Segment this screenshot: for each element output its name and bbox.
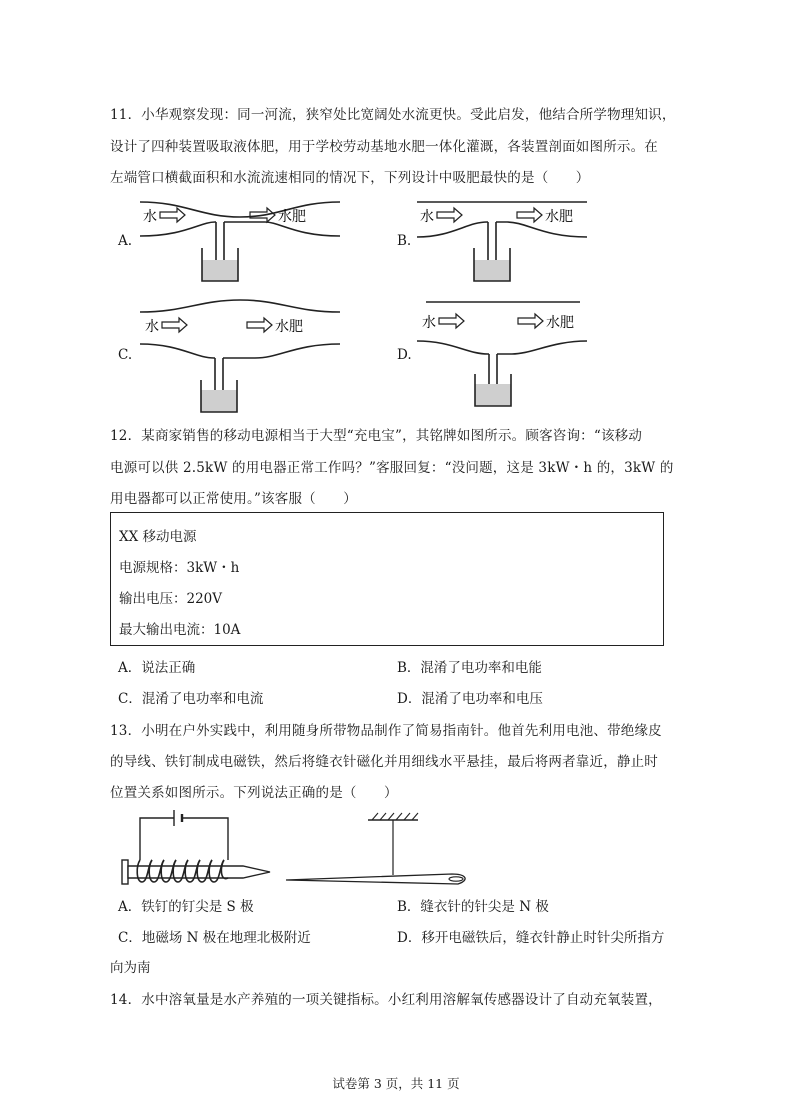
water-label: 水 <box>143 209 157 225</box>
q11-diagram-a <box>135 192 345 290</box>
q12-option-a[interactable]: A．说法正确 <box>118 660 196 676</box>
fertilizer-water-label: 水肥 <box>545 209 573 225</box>
nameplate-title: XX 移动电源 <box>119 529 197 545</box>
q11-line-2: 设计了四种装置吸取液体肥，用于学校劳动基地水肥一体化灌溉，各装置剖面如图所示。在 <box>110 139 658 155</box>
q13-option-d-line-1[interactable]: D．移开电磁铁后，缝衣针静止时针尖所指方 <box>397 930 665 946</box>
q13-option-c[interactable]: C．地磁场 N 极在地理北极附近 <box>118 930 311 946</box>
q12-line-3: 用电器都可以正常使用。”该客服（ ） <box>110 491 357 507</box>
flow-arrow-in-icon <box>162 318 187 332</box>
nail-head <box>122 860 128 884</box>
q11-diagram-d <box>412 296 592 412</box>
needle-diagram <box>282 812 472 892</box>
q12-option-d[interactable]: D．混淆了电功率和电压 <box>397 691 543 707</box>
q13-option-d-line-2: 向为南 <box>110 960 151 976</box>
q11-option-d-label[interactable]: D. <box>397 347 412 363</box>
flow-arrow-out-icon <box>247 318 272 332</box>
nameplate-voltage: 输出电压：220V <box>119 591 223 607</box>
flow-arrow-out-icon <box>518 314 543 328</box>
flow-arrow-out-icon <box>517 208 542 222</box>
q11-option-a-label[interactable]: A. <box>118 233 133 249</box>
water-label: 水 <box>145 319 159 335</box>
electromagnet-diagram <box>118 808 278 888</box>
q11-line-3: 左端管口横截面积和水流流速相同的情况下，下列设计中吸肥最快的是（ ） <box>110 170 590 186</box>
q11-option-c-label[interactable]: C. <box>118 347 133 363</box>
q13-option-b[interactable]: B．缝衣针的针尖是 N 极 <box>397 899 549 915</box>
q14-line-1: 14．水中溶氧量是水产养殖的一项关键指标。小红利用溶解氧传感器设计了自动充氧装置， <box>110 992 662 1008</box>
nameplate-spec: 电源规格：3kW・h <box>119 560 240 576</box>
q11-line-1: 11．小华观察发现：同一河流，狭窄处比宽阔处水流更快。受此启发，他结合所学物理知识， <box>110 107 676 123</box>
water-label: 水 <box>420 209 434 225</box>
flow-arrow-in-icon <box>437 208 462 222</box>
q13-option-a[interactable]: A．铁钉的钉尖是 S 极 <box>118 899 254 915</box>
flow-arrow-in-icon <box>439 314 464 328</box>
upper-wall <box>140 202 340 217</box>
fertilizer-liquid <box>474 260 510 281</box>
lower-wall <box>140 344 340 358</box>
q11-diagram-c <box>135 298 345 416</box>
q13-line-1: 13．小明在户外实践中，利用随身所带物品制作了简易指南针。他首先利用电池、带绝缘皮 <box>110 723 662 739</box>
water-label: 水 <box>422 315 436 331</box>
nameplate-current: 最大输出电流：10A <box>119 622 241 638</box>
q12-option-b[interactable]: B．混淆了电功率和电能 <box>397 660 542 676</box>
circuit-wire <box>140 818 228 860</box>
nameplate-box <box>110 512 664 646</box>
fertilizer-liquid <box>202 260 238 281</box>
q11-diagram-b <box>412 192 592 290</box>
lower-wall <box>417 341 587 354</box>
fertilizer-water-label: 水肥 <box>278 209 306 225</box>
fertilizer-water-label: 水肥 <box>275 319 303 335</box>
q13-line-2: 的导线、铁钉制成电磁铁，然后将缝衣针磁化并用细线水平悬挂，最后将两者靠近，静止时 <box>110 754 658 770</box>
q13-line-3: 位置关系如图所示。下列说法正确的是（ ） <box>110 785 398 801</box>
sewing-needle <box>286 874 465 884</box>
ceiling-hatch <box>372 813 418 820</box>
q11-option-b-label[interactable]: B. <box>397 233 412 249</box>
q12-option-c[interactable]: C．混淆了电功率和电流 <box>118 691 264 707</box>
fertilizer-liquid <box>201 390 237 412</box>
fertilizer-liquid <box>475 384 511 406</box>
q12-line-2: 电源可以供 2.5kW 的用电器正常工作吗？”客服回复：“没问题，这是 3kW・h 的，3kW 的 <box>110 460 674 476</box>
upper-wall <box>140 300 340 312</box>
fertilizer-water-label: 水肥 <box>546 315 574 331</box>
page-footer: 试卷第 3 页，共 11 页 <box>332 1076 460 1091</box>
q12-line-1: 12．某商家销售的移动电源相当于大型“充电宝”，其铭牌如图所示。顾客咨询：“该移动 <box>110 428 643 444</box>
lower-wall <box>140 222 340 236</box>
flow-arrow-in-icon <box>160 208 185 222</box>
